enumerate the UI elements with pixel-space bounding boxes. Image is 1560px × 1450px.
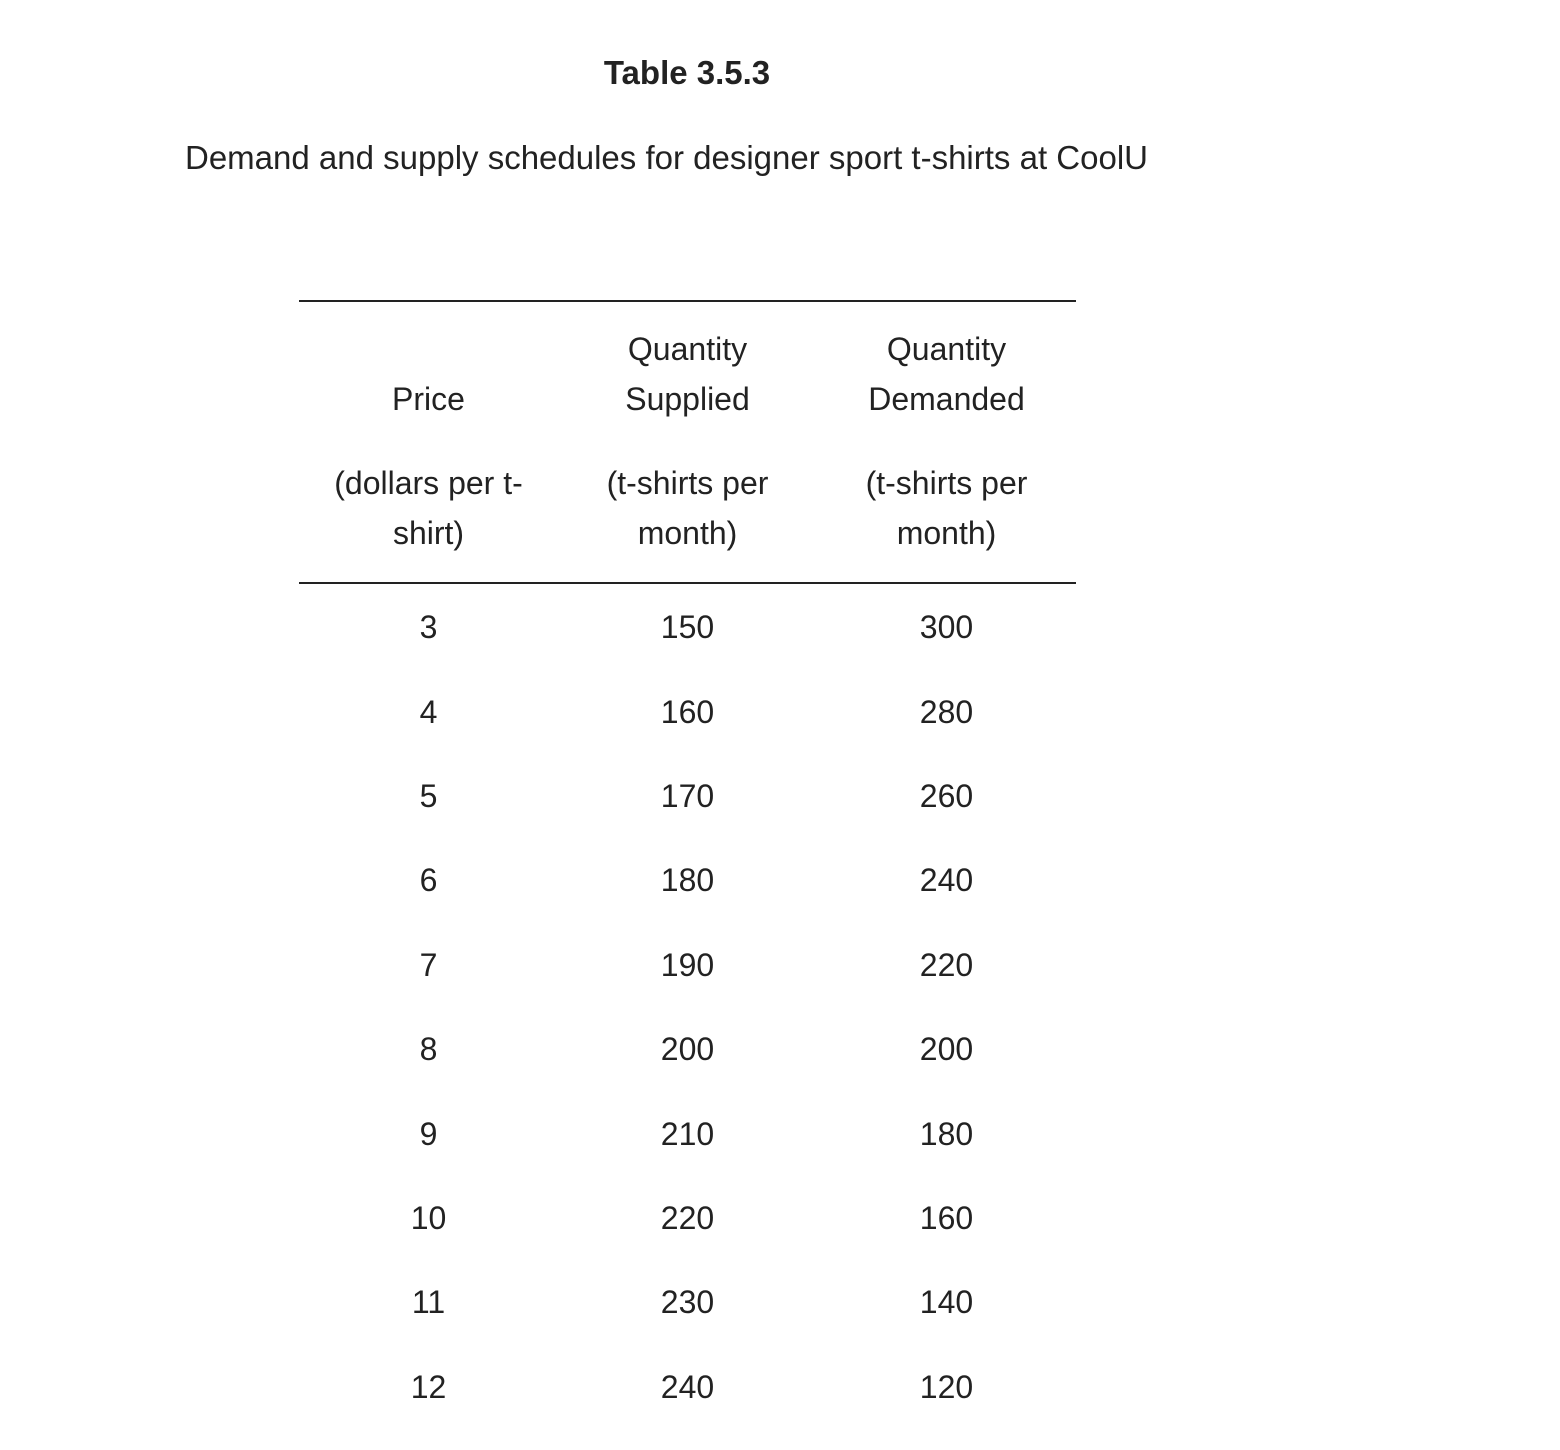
quantity-demanded-cell: 240 xyxy=(919,862,974,899)
table-header-row xyxy=(299,301,1076,583)
quantity-demanded-cell: 120 xyxy=(919,1368,974,1405)
quantity-demanded-cell: 140 xyxy=(919,1284,974,1321)
price-cell: 4 xyxy=(419,693,438,730)
column-header-quantity-demanded xyxy=(817,301,1076,583)
price-cell: 7 xyxy=(419,946,438,983)
quantity-demanded-cell: 200 xyxy=(919,1031,974,1068)
column-unit: (t-shirts per month) xyxy=(865,465,1028,551)
price-cell: 5 xyxy=(419,778,438,815)
quantity-supplied-cell: 200 xyxy=(660,1031,715,1068)
quantity-demanded-cell: 260 xyxy=(919,778,974,815)
price-cell: 3 xyxy=(419,608,438,645)
column-unit: (t-shirts per month) xyxy=(606,465,769,551)
quantity-demanded-cell: 300 xyxy=(919,608,974,645)
table-row xyxy=(299,670,1076,754)
quantity-supplied-cell: 160 xyxy=(660,693,715,730)
table-row xyxy=(299,1176,1076,1260)
column-header-quantity-supplied xyxy=(558,301,817,583)
table-row xyxy=(299,839,1076,923)
quantity-supplied-cell: 150 xyxy=(660,608,715,645)
quantity-demanded-cell: 160 xyxy=(919,1200,974,1237)
quantity-supplied-cell: 180 xyxy=(660,862,715,899)
price-cell: 9 xyxy=(419,1115,438,1152)
quantity-supplied-cell: 190 xyxy=(660,946,715,983)
quantity-supplied-cell: 170 xyxy=(660,778,715,815)
table-row xyxy=(299,923,1076,1007)
quantity-supplied-cell: 230 xyxy=(660,1284,715,1321)
quantity-demanded-cell: 180 xyxy=(919,1115,974,1152)
column-label: Quantity Demanded xyxy=(868,331,1025,417)
column-header-price xyxy=(299,301,558,583)
table-caption: Demand and supply schedules for designer sport t-shirts at CoolU xyxy=(185,139,1148,176)
price-cell: 11 xyxy=(411,1284,446,1321)
price-cell: 12 xyxy=(410,1368,447,1405)
quantity-supplied-cell: 210 xyxy=(660,1115,715,1152)
table-row xyxy=(299,1261,1076,1345)
column-unit: (dollars per t-shirt) xyxy=(334,465,523,551)
quantity-supplied-cell: 240 xyxy=(660,1368,715,1405)
quantity-demanded-cell: 280 xyxy=(919,693,974,730)
table-row xyxy=(299,1008,1076,1092)
table-row xyxy=(299,1345,1076,1429)
price-cell: 10 xyxy=(410,1200,447,1237)
table-row xyxy=(299,1092,1076,1176)
demand-supply-table xyxy=(299,300,1076,1430)
table-title: Table 3.5.3 xyxy=(603,54,771,91)
quantity-demanded-cell: 220 xyxy=(919,946,974,983)
table-row xyxy=(299,754,1076,838)
price-cell: 6 xyxy=(419,862,438,899)
price-cell: 8 xyxy=(419,1031,438,1068)
table-row xyxy=(299,583,1076,670)
column-label: Quantity Supplied xyxy=(625,331,750,417)
column-label: Price xyxy=(392,381,465,417)
quantity-supplied-cell: 220 xyxy=(660,1200,715,1237)
